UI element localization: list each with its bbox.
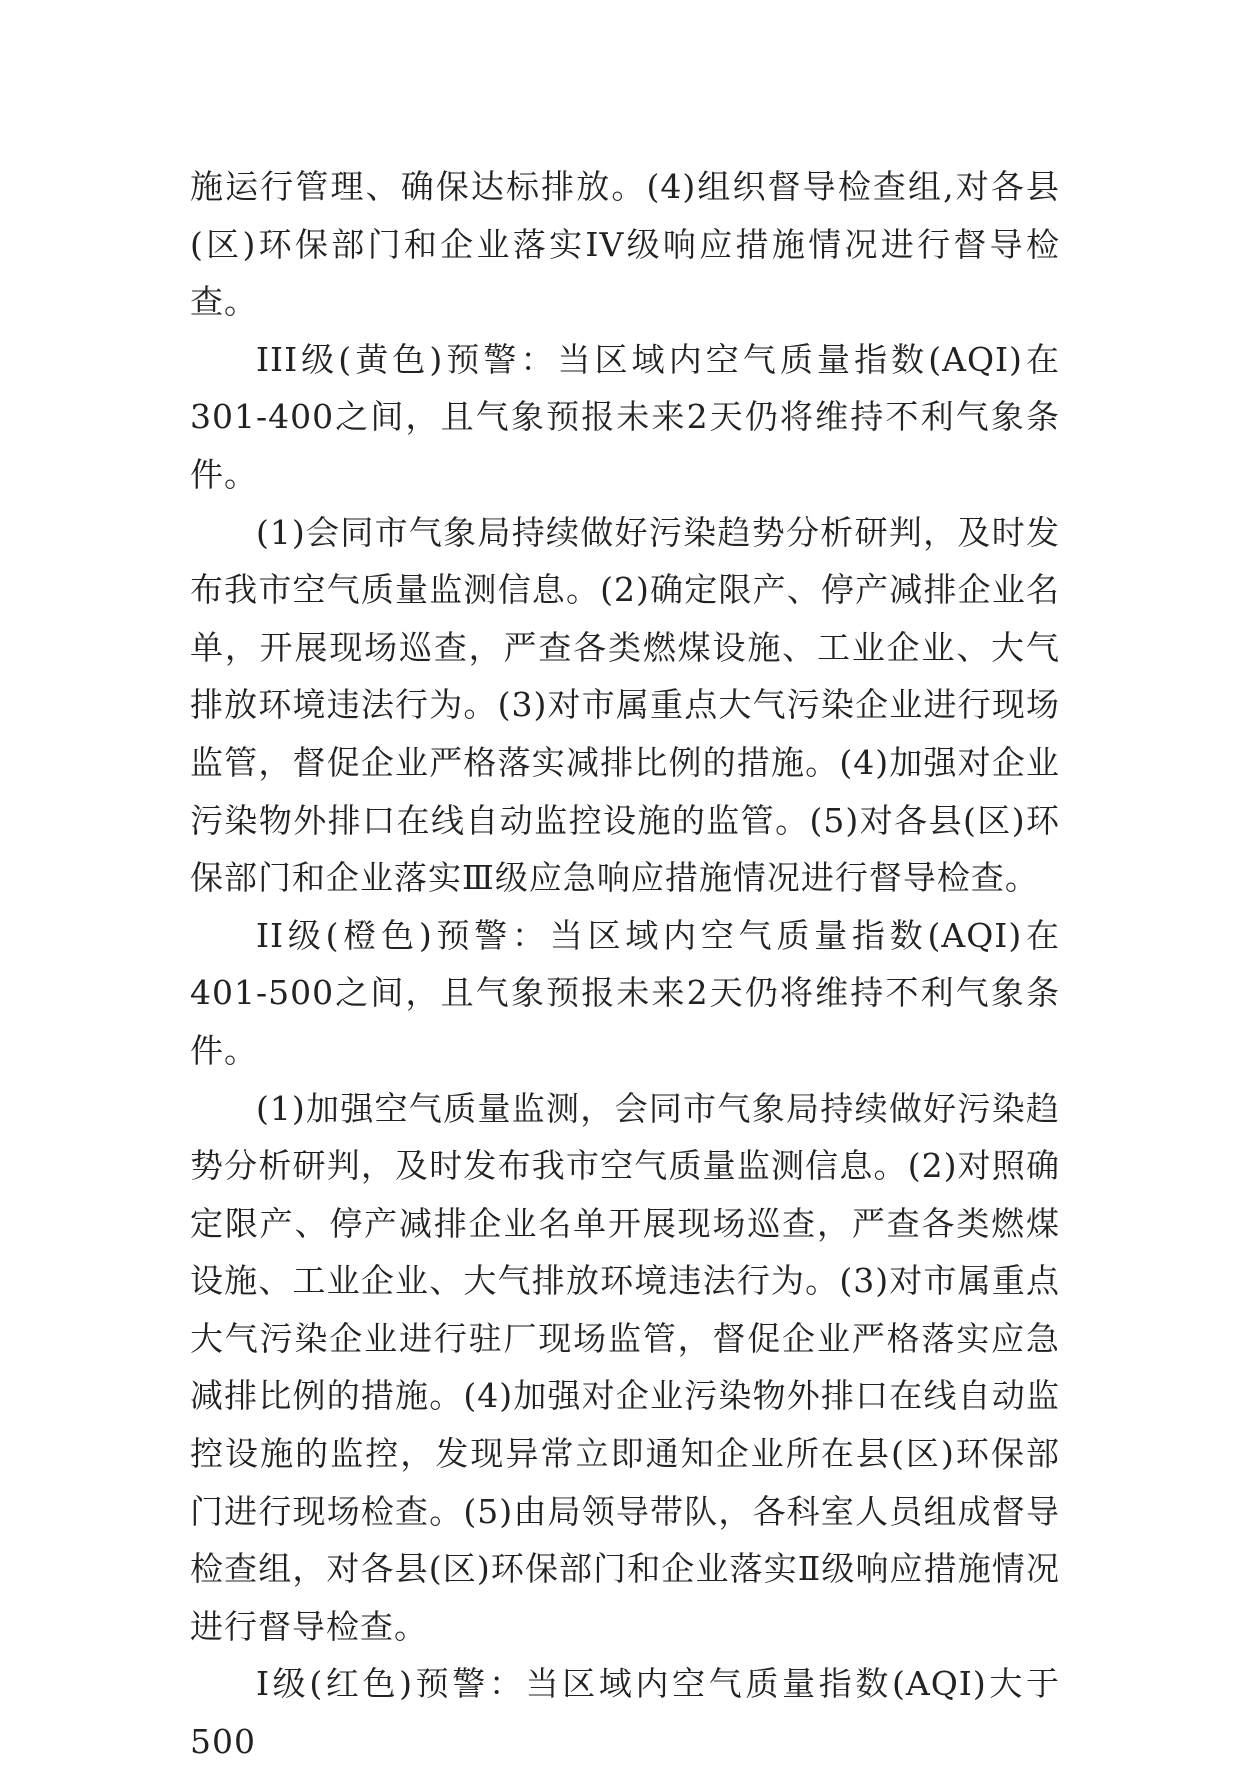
paragraph-level2-measures: (1)加强空气质量监测，会同市气象局持续做好污染趋势分析研判，及时发布我市空气质量监测信息。(2)对照确定限产、停产减排企业名单开展现场巡查，严查各类燃煤设施、工业企业、大气排放环境违法行为。(3)对市属重点大气污染企业进行驻厂现场监管，督促企业严格落实应急减排比例的措施。(4)加强对企业污染物外排口在线自动监控设施的监控，发现异常立即通知企业所在县(区)环保部门进行现场检查。(5)由局领导带队，各科室人员组成督导检查组，对各县(区)环保部门和企业落实Ⅱ级响应措施情况进行督导检查。 [190, 1088, 1060, 1646]
paragraph-level1-warning-definition: I级(红色)预警：当区域内空气质量指数(AQI)大于500 [190, 1664, 1060, 1762]
paragraph-level4-measures-end: 施运行管理、确保达标排放。(4)组织督导检查组,对各县(区)环保部门和企业落实IV级响应措施情况进行督导检查。 [190, 167, 1060, 322]
paragraph-level3-measures: (1)会同市气象局持续做好污染趋势分析研判，及时发布我市空气质量监测信息。(2)确定限产、停产减排企业名单，开展现场巡查，严查各类燃煤设施、工业企业、大气排放环境违法行为。(3)对市属重点大气污染企业进行现场监管，督促企业严格落实减排比例的措施。(4)加强对企业污染物外排口在线自动监控设施的监管。(5)对各县(区)环保部门和企业落实Ⅲ级应急响应措施情况进行督导检查。 [190, 512, 1060, 898]
paragraph-level3-warning-definition: III级(黄色)预警：当区域内空气质量指数(AQI)在301-400之间，且气象预报未来2天仍将维持不利气象条件。 [190, 339, 1060, 494]
paragraph-level2-warning-definition: II级(橙色)预警：当区域内空气质量指数(AQI)在401-500之间，且气象预报未来2天仍将维持不利气象条件。 [190, 915, 1060, 1070]
document-body [190, 158, 1060, 1771]
